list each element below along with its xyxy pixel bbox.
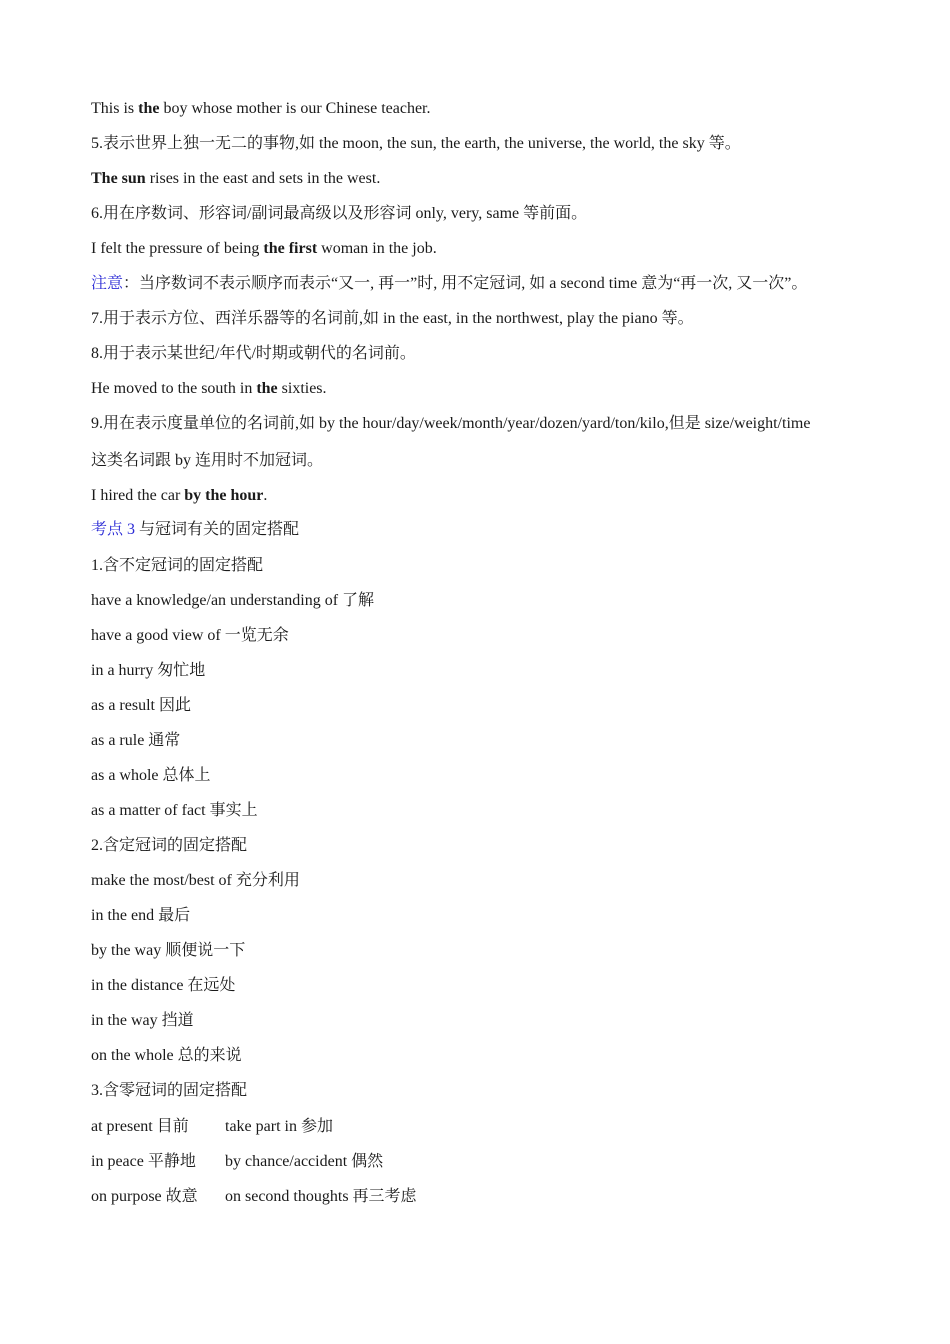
phrase-item: in the end 最后 <box>91 907 191 924</box>
phrase-item: make the most/best of 充分利用 <box>91 872 300 889</box>
rule-item: 8.用于表示某世纪/年代/时期或朝代的名词前。 <box>91 345 416 362</box>
phrase-item: on the whole 总的来说 <box>91 1047 242 1064</box>
example-sentence: This is the boy whose mother is our Chinese teacher. <box>91 100 431 117</box>
phrase-pair: in peace 平静地 by chance/accident 偶然 <box>91 1153 384 1170</box>
example-sentence: The sun rises in the east and sets in the west. <box>91 170 381 187</box>
phrase-item: have a knowledge/an understanding of 了解 <box>91 592 375 609</box>
rule-item-continued: 这类名词跟 by 连用时不加冠词。 <box>91 452 324 469</box>
example-sentence: I hired the car by the hour. <box>91 487 268 504</box>
subsection-heading: 3.含零冠词的固定搭配 <box>91 1082 248 1099</box>
section-label: 考点 3 <box>91 521 136 538</box>
subsection-heading: 2.含定冠词的固定搭配 <box>91 837 248 854</box>
rule-item: 5.表示世界上独一无二的事物,如 the moon, the sun, the earth, the universe, the world, the sky 等。 <box>91 135 741 152</box>
phrase-item: as a result 因此 <box>91 697 191 714</box>
phrase-item: have a good view of 一览无余 <box>91 627 289 644</box>
example-sentence: I felt the pressure of being the first woman in the job. <box>91 240 437 257</box>
phrase-item: in the way 挡道 <box>91 1012 194 1029</box>
subsection-heading: 1.含不定冠词的固定搭配 <box>91 557 264 574</box>
rule-item: 7.用于表示方位、西洋乐器等的名词前,如 in the east, in the northwest, play the piano 等。 <box>91 310 694 327</box>
phrase-item: as a matter of fact 事实上 <box>91 802 258 819</box>
rule-item: 6.用在序数词、形容词/副词最高级以及形容词 only, very, same 等前面。 <box>91 205 588 222</box>
phrase-item: by the way 顺便说一下 <box>91 942 246 959</box>
phrase-item: as a whole 总体上 <box>91 767 211 784</box>
note-label: 注意 <box>91 275 124 292</box>
section-heading: 考点 3 与冠词有关的固定搭配 <box>91 521 300 538</box>
phrase-pair: at present 目前 take part in 参加 <box>91 1118 333 1135</box>
phrase-pair: on purpose 故意 on second thoughts 再三考虑 <box>91 1188 417 1205</box>
phrase-item: as a rule 通常 <box>91 732 181 749</box>
example-sentence: He moved to the south in the sixties. <box>91 380 327 397</box>
phrase-item: in a hurry 匆忙地 <box>91 662 206 679</box>
note: 注意：当序数词不表示顺序而表示“又一, 再一”时, 用不定冠词, 如 a second time 意为“再一次, 又一次”。 <box>91 275 808 292</box>
rule-item: 9.用在表示度量单位的名词前,如 by the hour/day/week/month/year/dozen/yard/ton/kilo,但是 size/weight/time <box>91 415 811 432</box>
phrase-item: in the distance 在远处 <box>91 977 236 994</box>
